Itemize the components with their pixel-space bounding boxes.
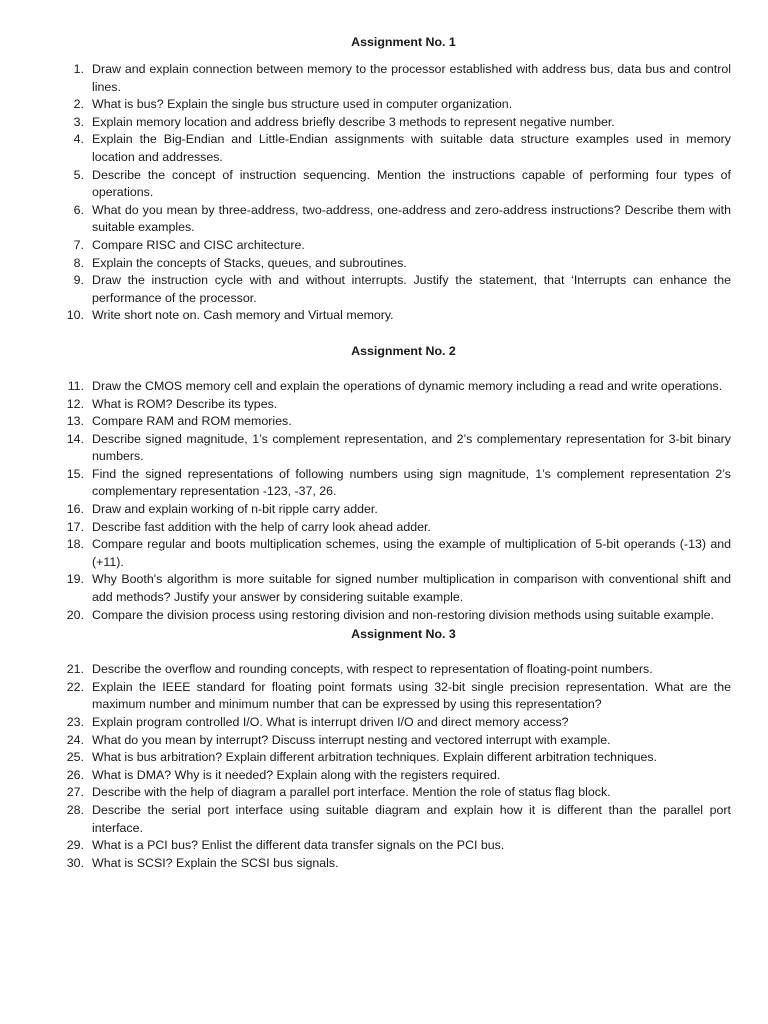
question-item — [64, 237, 731, 255]
question-number: 27. — [66, 785, 84, 800]
question-item — [64, 732, 731, 750]
question-text: Explain the concepts of Stacks, queues, and subroutines. — [92, 255, 407, 270]
question-text: Write short note on. Cash memory and Virtual memory. — [92, 308, 394, 323]
assignment-1-title: Assignment No. 1 — [351, 35, 456, 49]
question-text: What is ROM? Describe its types. — [92, 396, 278, 411]
question-text: Compare regular and boots multiplication schemes, using the example of multiplication of 5-bit operands (-13) and (+11). — [92, 537, 731, 569]
question-text: Describe fast addition with the help of carry look ahead adder. — [92, 519, 431, 534]
question-number: 8. — [73, 255, 84, 270]
question-item — [64, 378, 731, 396]
question-item — [64, 607, 731, 625]
assignment-3-question-list — [64, 661, 731, 872]
question-text: Describe the serial port interface using suitable diagram and explain how it is different than the parallel port interface. — [92, 802, 731, 835]
question-item — [64, 96, 731, 114]
question-number: 20. — [66, 607, 84, 622]
question-item — [64, 714, 731, 732]
question-text: Compare RISC and CISC architecture. — [92, 237, 305, 252]
question-number: 7. — [73, 237, 84, 252]
question-item — [64, 466, 731, 501]
question-text: What is a PCI bus? Enlist the different data transfer signals on the PCI bus. — [92, 838, 505, 853]
assignment-2-question-list — [64, 378, 731, 624]
question-number: 9. — [73, 273, 84, 288]
question-text: Explain program controlled I/O. What is interrupt driven I/O and direct memory access? — [92, 715, 569, 729]
question-item — [64, 855, 731, 873]
question-text: Explain memory location and address briefly describe 3 methods to represent negative number. — [92, 114, 615, 129]
question-item — [64, 837, 731, 855]
question-text: Draw and explain working of n-bit ripple carry adder. — [92, 502, 378, 517]
question-text: Describe signed magnitude, 1’s complement representation, and 2’s complementary representation for 3-bit binary numbers. — [92, 431, 731, 464]
question-text: What is DMA? Why is it needed? Explain along with the registers required. — [92, 767, 501, 782]
assignment-1-question-list — [64, 61, 731, 325]
question-item — [64, 679, 731, 714]
question-text: Draw and explain connection between memory to the processor established with address bus, data bus and control lines. — [92, 62, 731, 94]
question-text: Find the signed representations of following numbers using sign magnitude, 1’s complement representation 2’s complementary representation -123, -37, 26. — [92, 466, 731, 499]
assignment-3-title: Assignment No. 3 — [351, 627, 456, 642]
question-item — [64, 784, 731, 802]
question-item — [64, 307, 731, 325]
question-text: Explain the IEEE standard for floating point formats using 32-bit single precision representation. What are the maximum number and minimum number that can be expressed by using this representation? — [92, 679, 731, 712]
question-number: 15. — [66, 466, 84, 481]
question-item — [64, 536, 731, 571]
question-number: 3. — [73, 114, 84, 129]
question-item — [64, 431, 731, 466]
question-number: 17. — [66, 519, 84, 534]
question-number: 1. — [73, 62, 84, 76]
question-number: 14. — [66, 431, 84, 446]
question-text: What is bus? Explain the single bus structure used in computer organization. — [92, 97, 513, 112]
question-text: Describe with the help of diagram a parallel port interface. Mention the role of status flag block. — [92, 785, 611, 800]
question-item — [64, 272, 731, 307]
question-item — [64, 661, 731, 679]
question-number: 4. — [73, 132, 84, 147]
question-item — [64, 501, 731, 519]
question-number: 11. — [67, 378, 84, 393]
question-item — [64, 396, 731, 414]
question-text: What is bus arbitration? Explain different arbitration techniques. Explain different arbitration techniques. — [92, 750, 658, 765]
assignment-2-section — [64, 343, 731, 624]
question-number: 10. — [66, 308, 84, 323]
question-number: 18. — [66, 537, 84, 552]
question-number: 5. — [73, 167, 84, 182]
question-item — [64, 131, 731, 166]
question-text: Explain the Big-Endian and Little-Endian assignments with suitable data structure examples used in memory location and addresses. — [92, 132, 731, 164]
question-number: 25. — [66, 750, 84, 765]
question-number: 19. — [66, 572, 84, 587]
question-text: Why Booth's algorithm is more suitable for signed number multiplication in comparison with conventional shift and add methods? Justify your answer by considering suitable example. — [92, 572, 731, 605]
question-number: 13. — [66, 414, 84, 429]
question-item — [64, 519, 731, 537]
question-item — [64, 202, 731, 237]
question-number: 12. — [66, 396, 84, 411]
question-item — [64, 114, 731, 132]
question-text: What is SCSI? Explain the SCSI bus signals. — [92, 855, 339, 870]
question-number: 16. — [66, 502, 84, 517]
assignment-3-section — [64, 626, 731, 872]
question-text: What do you mean by interrupt? Discuss interrupt nesting and vectored interrupt with example. — [92, 732, 611, 747]
question-item — [64, 61, 731, 96]
question-text: What do you mean by three-address, two-address, one-address and zero-address instructions? Describe them with suitable examples. — [92, 202, 731, 235]
question-text: Draw the CMOS memory cell and explain the operations of dynamic memory including a read and write operations. — [92, 378, 723, 393]
question-item — [64, 167, 731, 202]
question-number: 29. — [66, 838, 84, 853]
question-item — [64, 255, 731, 273]
question-text: Compare the division process using restoring division and non-restoring division methods using suitable example. — [92, 607, 714, 622]
assignment-1-section — [64, 34, 731, 325]
question-number: 24. — [66, 732, 84, 747]
question-number: 23. — [66, 715, 84, 729]
assignment-2-title: Assignment No. 2 — [351, 343, 456, 358]
question-number: 2. — [73, 97, 84, 112]
question-item — [64, 413, 731, 431]
question-number: 6. — [73, 202, 84, 217]
question-text: Describe the concept of instruction sequencing. Mention the instructions capable of performing four types of operations. — [92, 167, 731, 200]
question-number: 21. — [66, 662, 84, 677]
question-item — [64, 767, 731, 785]
question-text: Draw the instruction cycle with and without interrupts. Justify the statement, that ‘Interrupts can enhance the performance of the processor. — [92, 273, 731, 305]
question-number: 26. — [66, 767, 84, 782]
question-text: Compare RAM and ROM memories. — [92, 414, 292, 429]
question-item — [64, 749, 731, 767]
question-item — [64, 802, 731, 837]
question-number: 28. — [66, 802, 84, 817]
question-number: 22. — [66, 679, 84, 694]
question-item — [64, 571, 731, 606]
question-number: 30. — [66, 855, 84, 870]
question-text: Describe the overflow and rounding concepts, with respect to representation of floating-point numbers. — [92, 662, 653, 677]
